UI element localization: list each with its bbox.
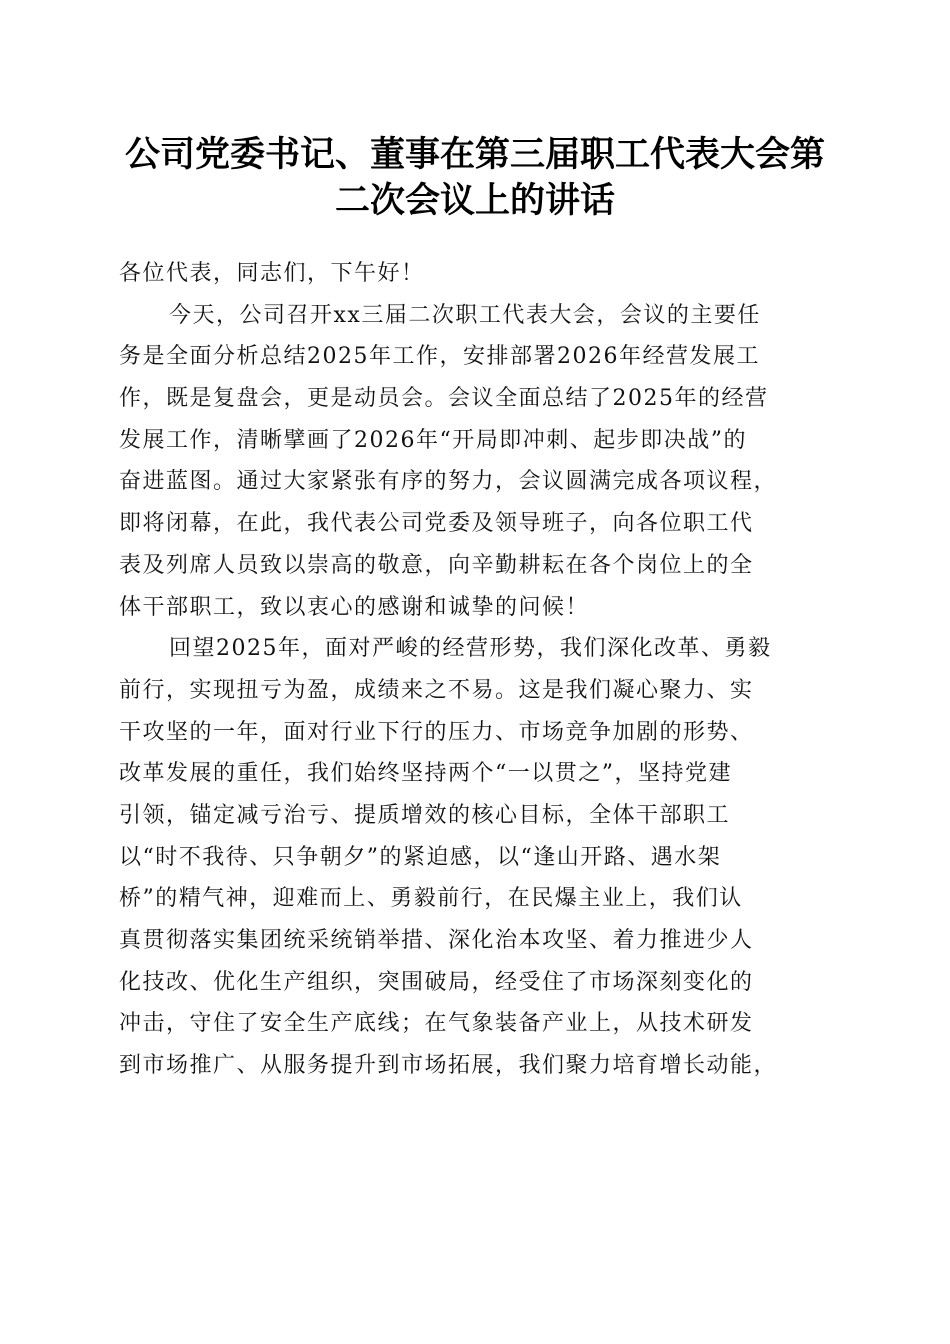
paragraph-line: 回望2025年，面对严峻的经营形势，我们深化改革、勇毅 (169, 636, 772, 662)
paragraph-line: 今天，公司召开xx三届二次职工代表大会，会议的主要任 (169, 302, 761, 328)
paragraph-line: 冲击，守住了安全生产底线；在气象装备产业上，从技术研发 (119, 1011, 754, 1037)
paragraph-line: 体干部职工，致以衷心的感谢和诚挚的问候！ (119, 594, 590, 620)
paragraph-line: 即将闭幕，在此，我代表公司党委及领导班子，向各位职工代 (119, 511, 754, 537)
greeting: 各位代表，同志们，下午好！ (119, 261, 425, 286)
paragraph-line: 干攻坚的一年，面对行业下行的压力、市场竞争加剧的形势、 (119, 719, 754, 745)
paragraph-line: 作，既是复盘会，更是动员会。会议全面总结了2025年的经营 (119, 386, 769, 412)
paragraph-line: 以“时不我待、只争朝夕”的紧迫感，以“逢山开路、遇水架 (119, 844, 722, 870)
paragraph-line: 务是全面分析总结2025年工作，安排部署2026年经营发展工 (119, 344, 760, 370)
paragraph-line: 改革发展的重任，我们始终坚持两个“一以贯之”，坚持党建 (119, 761, 732, 787)
paragraph-line: 奋进蓝图。通过大家紧张有序的努力，会议圆满完成各项议程， (119, 469, 778, 495)
paragraph-2 (119, 628, 839, 1087)
document-title (100, 132, 850, 224)
document-body (119, 253, 839, 1087)
title-line: 公司党委书记、董事在第三届职工代表大会第 (124, 134, 825, 175)
paragraph-line: 前行，实现扭亏为盈，成绩来之不易。这是我们凝心聚力、实 (119, 677, 754, 703)
paragraph-line: 表及列席人员致以崇高的敬意，向辛勤耕耘在各个岗位上的全 (119, 552, 754, 578)
paragraph-line: 真贯彻落实集团统采统销举措、深化治本攻坚、着力推进少人 (119, 928, 754, 953)
paragraph-line: 桥”的精气神，迎难而上、勇毅前行，在民爆主业上，我们认 (119, 886, 743, 912)
title-line: 二次会议上的讲话 (334, 180, 615, 221)
paragraph-line: 化技改、优化生产组织，突围破局，经受住了市场深刻变化的 (119, 969, 754, 995)
paragraph-line: 引领，锚定减亏治亏、提质增效的核心目标，全体干部职工 (119, 802, 731, 828)
paragraph-line: 发展工作，清晰擘画了2026年“开局即冲刺、起步即决战”的 (119, 427, 747, 453)
paragraph-line: 到市场推广、从服务提升到市场拓展，我们聚力培育增长动能， (119, 1053, 778, 1079)
paragraph-1 (119, 295, 839, 629)
